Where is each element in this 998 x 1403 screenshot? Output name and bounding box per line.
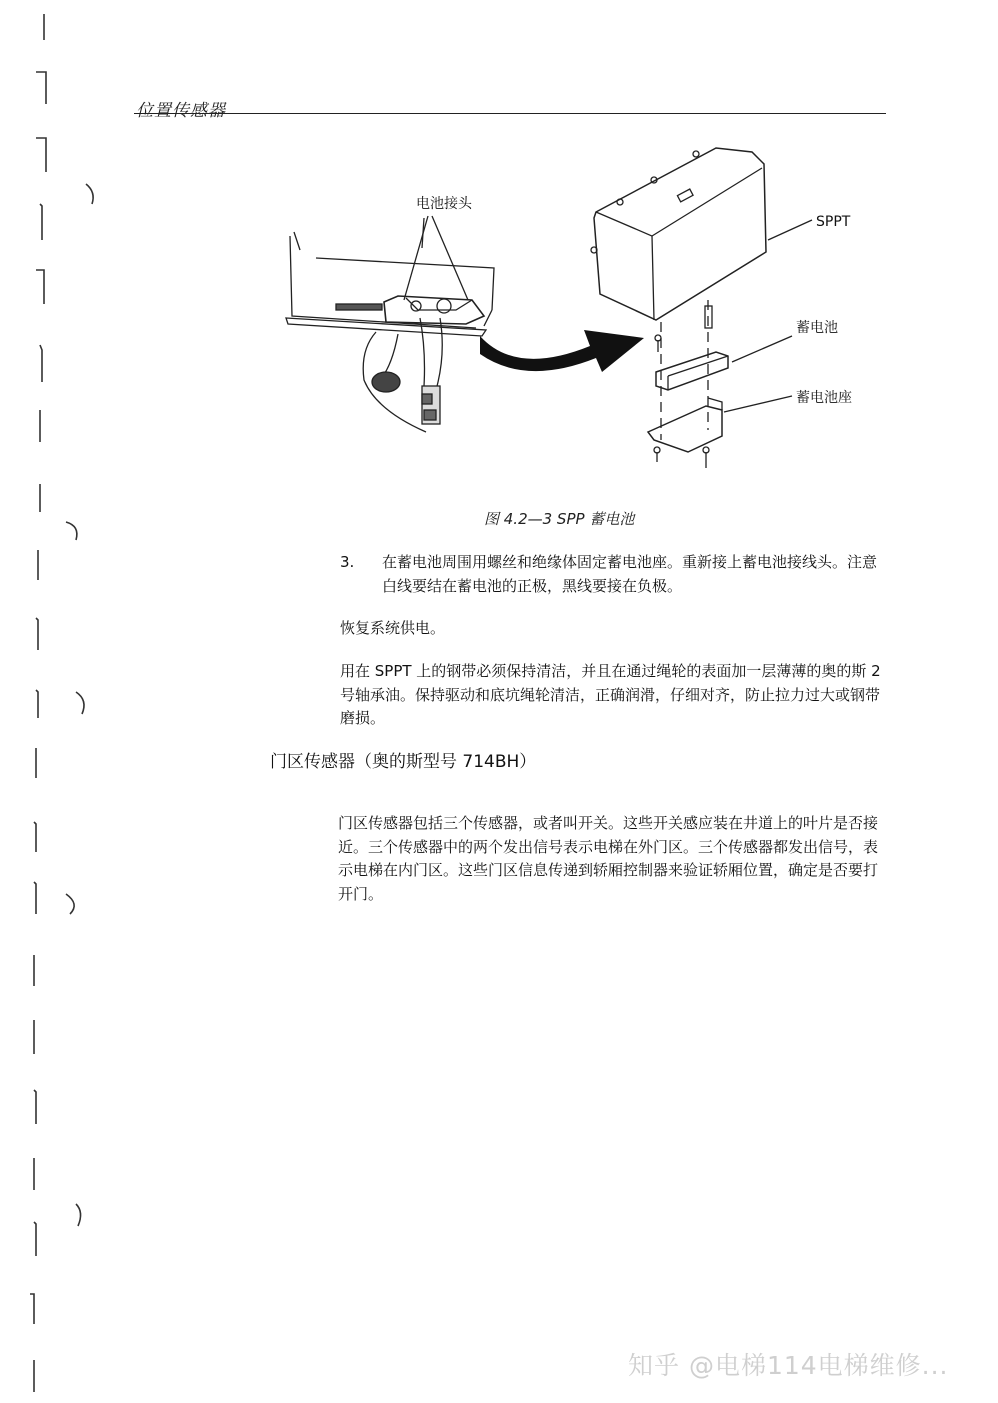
label-storage-battery: 蓄电池	[796, 320, 838, 336]
controller-board-outline	[290, 236, 476, 328]
label-battery-holder: 蓄电池座	[796, 390, 852, 406]
sppt-maintenance-paragraph: 用在 SPPT 上的钢带必须保持清洁，并且在通过绳轮的表面加一层薄薄的奥的斯 2 号轴承油。保持驱动和底坑绳轮清洁，正确润滑，仔细对齐，防止拉力过大或钢带磨损。	[340, 662, 881, 727]
installation-arrow	[480, 330, 644, 372]
battery-installation-figure	[276, 140, 876, 480]
watermark: 知乎 @电梯114电梯维修...	[628, 1351, 949, 1380]
door-zone-paragraph: 门区传感器包括三个传感器，或者叫开关。这些开关感应装在井道上的叶片是否接近。三个传感器中的两个发出信号表示电梯在外门区。三个传感器都发出信号，表示电梯在内门区。这些门区信息传递到轿厢控制器来验证轿厢位置，确定是否要打开门。	[338, 814, 879, 903]
storage-battery	[656, 352, 728, 390]
step-number: 3.	[340, 553, 355, 571]
label-battery-connector: 电池接头	[416, 196, 472, 212]
section-heading: 门区传感器（奥的斯型号 714BH）	[270, 752, 537, 772]
battery-holder-bracket	[648, 406, 722, 452]
binding-edge-marks	[0, 0, 110, 1403]
header-divider	[134, 113, 886, 114]
sppt-housing	[594, 148, 766, 320]
running-header: 位置传感器	[136, 101, 226, 121]
step-text: 在蓄电池周围用螺丝和绝缘体固定蓄电池座。重新接上蓄电池接线头。注意白线要结在蓄电池的正极，黑线要接在负极。	[382, 553, 878, 595]
figure-caption: 图 4.2—3 SPP 蓄电池	[484, 510, 635, 528]
restore-power-text: 恢复系统供电。	[340, 619, 446, 637]
label-sppt: SPPT	[816, 214, 851, 230]
